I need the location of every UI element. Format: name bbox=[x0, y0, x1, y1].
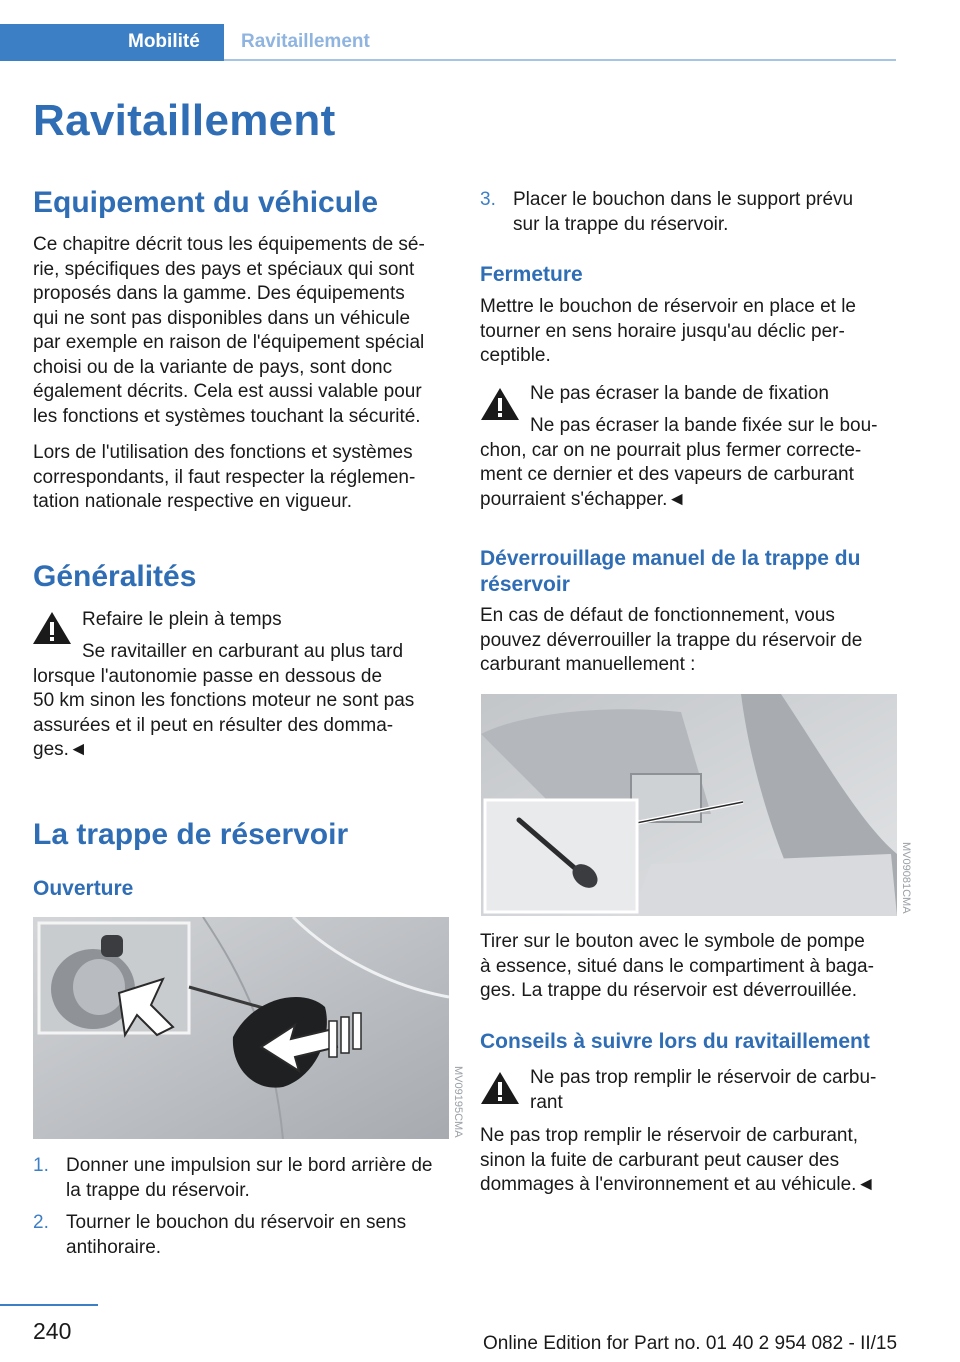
heading-fermeture: Fermeture bbox=[480, 263, 583, 286]
warning-icon bbox=[480, 1071, 520, 1105]
footer-rule bbox=[0, 1304, 98, 1306]
paragraph-tirer: Tirer sur le bouton avec le symbole de pompe à essence, situé dans le compartiment à baga- ges. La trappe du réservoir est déverrouillée. bbox=[480, 931, 874, 1001]
heading-ouverture: Ouverture bbox=[33, 877, 134, 900]
header-underline bbox=[224, 59, 896, 61]
warning-title-remplir: Ne pas trop remplir le réservoir de carbu- rant bbox=[530, 1067, 877, 1113]
paragraph-fermeture: Mettre le bouchon de réservoir en place et le tourner en sens horaire jusqu'au déclic per- ceptible. bbox=[480, 296, 856, 366]
page-header bbox=[0, 0, 960, 62]
warning-body-plein: Se ravitailler en carburant au plus tard lorsque l'autonomie passe en dessous de 50 km sinon les fonctions moteur ne sont pas assurées et il peut en résulter des domma- ges.◄ bbox=[33, 641, 415, 760]
page-title: Ravitaillement bbox=[33, 96, 336, 145]
trunk-release-illustration bbox=[481, 694, 897, 916]
heading-equipement: Equipement du véhicule bbox=[33, 186, 379, 219]
paragraph-equipement-2: Lors de l'utilisation des fonctions et systèmes correspondants, il faut respecter la réglemen- tation nationale respective en vigueur. bbox=[33, 442, 416, 512]
warning-title-bande: Ne pas écraser la bande de fixation bbox=[530, 383, 829, 404]
heading-conseils: Conseils à suivre lors du ravitaillement bbox=[480, 1030, 870, 1053]
warning-title-plein: Refaire le plein à temps bbox=[82, 609, 282, 630]
fuel-flap-illustration bbox=[33, 917, 449, 1139]
warning-body-remplir: Ne pas trop remplir le réservoir de carburant, sinon la fuite de carburant peut causer des dommages à l'environnement et au véhicule.◄ bbox=[480, 1125, 876, 1195]
figure-trunk-release bbox=[481, 694, 897, 916]
paragraph-deverrouillage: En cas de défaut de fonctionnement, vous pouvez déverrouiller la trappe du réservoir de carburant manuellement : bbox=[480, 605, 863, 675]
page-number: 240 bbox=[33, 1318, 72, 1344]
heading-deverrouillage: Déverrouillage manuel de la trappe du réservoir bbox=[480, 547, 861, 596]
warning-body-bande: Ne pas écraser la bande fixée sur le bou- chon, car on ne pourrait plus fermer correcte- ment ce dernier et des vapeurs de carburant pourraient s'échapper.◄ bbox=[480, 415, 878, 510]
paragraph-equipement-1: Ce chapitre décrit tous les équipements de sé- rie, spécifiques des pays et spéciaux qui sont proposés dans la gamme. Des équipements qui ne sont pas disponibles dans un véhicule par exemple en raison de l'équipement spécial choisi ou de la variante de pays, sont donc également décrits. Cela est aussi valable pour les fonctions et systèmes touchant la sécurité. bbox=[33, 234, 425, 427]
figure-code-2: MV09081CMA bbox=[900, 842, 912, 914]
section-label: Ravitaillement bbox=[241, 31, 370, 52]
edition-note: Online Edition for Part no. 01 40 2 954 082 - II/15 bbox=[483, 1333, 898, 1354]
heading-generalites: Généralités bbox=[33, 560, 197, 593]
figure-code-1: MV09195CMA bbox=[452, 1066, 464, 1138]
figure-fuel-flap bbox=[33, 917, 449, 1139]
heading-trappe: La trappe de réservoir bbox=[33, 818, 349, 851]
chapter-label: Mobilité bbox=[128, 31, 200, 52]
